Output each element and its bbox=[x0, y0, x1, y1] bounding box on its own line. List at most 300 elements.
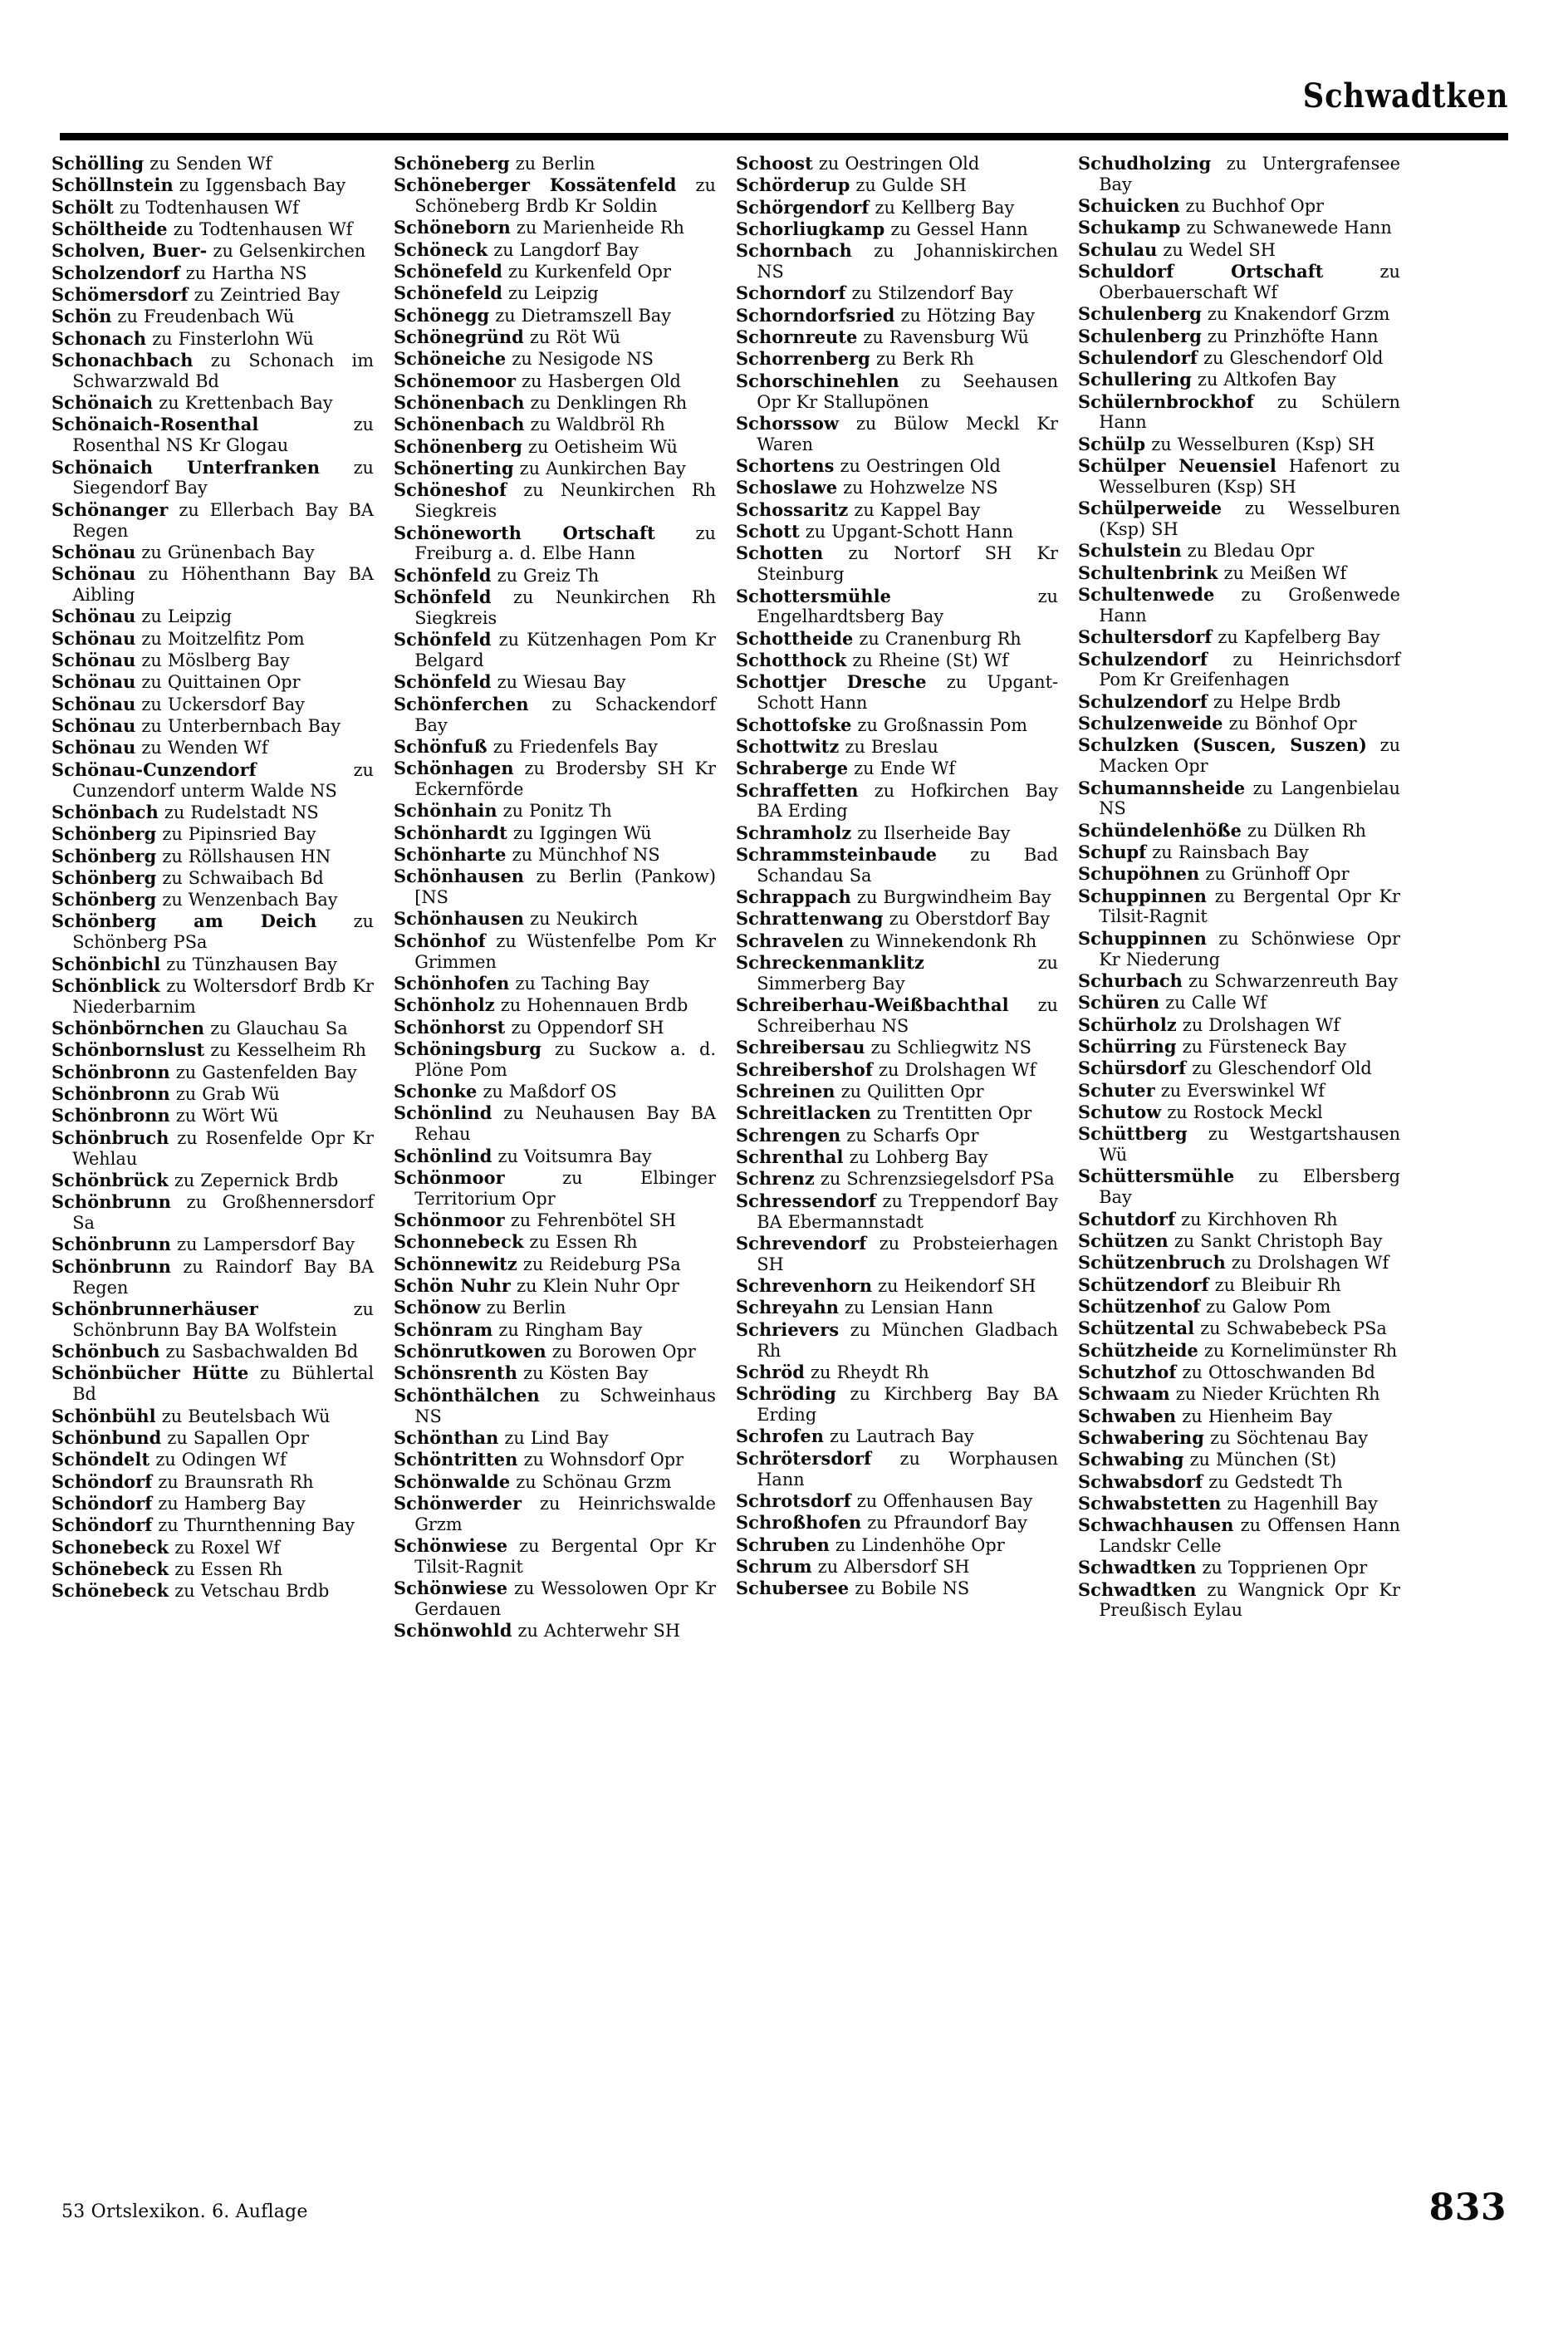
dictionary-entry bbox=[736, 1234, 1058, 1276]
dictionary-entry bbox=[736, 824, 1058, 845]
dictionary-entry bbox=[736, 1558, 1058, 1578]
entry-reference: zu Ravensburg Wü bbox=[857, 327, 1029, 349]
dictionary-entry bbox=[1078, 1385, 1400, 1406]
dictionary-entry bbox=[51, 1342, 374, 1363]
entry-reference: zu Schrenzsiegelsdorf PSa bbox=[814, 1169, 1055, 1190]
entry-headword: Schott bbox=[736, 522, 800, 543]
entry-reference: zu Essen Rh bbox=[169, 1558, 283, 1580]
dictionary-entry bbox=[736, 1321, 1058, 1362]
dictionary-entry bbox=[394, 350, 716, 371]
running-head-title: Schwadtken bbox=[1302, 76, 1508, 115]
entry-headword: Schorndorf bbox=[736, 283, 846, 305]
dictionary-entry bbox=[736, 307, 1058, 327]
entry-headword: Schönow bbox=[394, 1298, 481, 1319]
dictionary-entry bbox=[51, 1171, 374, 1192]
entry-reference: zu Odingen Wf bbox=[149, 1450, 287, 1471]
entry-reference: zu Wesselburen (Ksp) SH bbox=[1145, 434, 1375, 455]
entry-headword: Schönberg am Deich bbox=[51, 911, 317, 933]
entry-headword: Schupöhnen bbox=[1078, 864, 1200, 886]
dictionary-entry bbox=[394, 394, 716, 415]
dictionary-entry bbox=[736, 630, 1058, 650]
dictionary-entry bbox=[394, 155, 716, 175]
entry-reference: zu Neunkirchen Rh Siegkreis bbox=[414, 480, 716, 523]
entry-reference: zu Kirchhoven Rh bbox=[1175, 1209, 1338, 1230]
entry-reference: zu Dülken Rh bbox=[1242, 820, 1366, 842]
entry-headword: Schornbach bbox=[736, 241, 852, 263]
entry-reference: zu Engelhardtsberg Bay bbox=[757, 586, 1058, 628]
entry-reference: zu Glauchau Sa bbox=[204, 1018, 348, 1040]
entry-headword: Schumannsheide bbox=[1078, 778, 1246, 799]
entry-reference: zu Finsterlohn Wü bbox=[146, 328, 314, 350]
entry-headword: Schonachbach bbox=[51, 350, 194, 371]
entry-headword: Schön bbox=[51, 307, 112, 328]
dictionary-entry bbox=[736, 350, 1058, 371]
entry-reference: zu Schweinhaus NS bbox=[414, 1385, 716, 1427]
dictionary-entry bbox=[736, 1427, 1058, 1448]
entry-headword: Schrofen bbox=[736, 1426, 825, 1448]
entry-reference: zu Knakendorf Grzm bbox=[1201, 304, 1390, 326]
entry-headword: Schön Nuhr bbox=[394, 1276, 512, 1298]
entry-headword: Schorndorfsried bbox=[736, 305, 895, 326]
entry-headword: Schuter bbox=[1078, 1080, 1155, 1102]
entry-headword: Schreiberhau-Weißbachthal bbox=[736, 995, 1009, 1017]
entry-reference: zu Burgwindheim Bay bbox=[850, 887, 1051, 909]
entry-headword: Schönebeck bbox=[51, 1558, 169, 1580]
dictionary-entry bbox=[394, 1147, 716, 1168]
running-head bbox=[60, 76, 1508, 130]
entry-reference: zu Bühlertal Bd bbox=[72, 1363, 374, 1406]
entry-headword: Schukamp bbox=[1078, 218, 1181, 239]
entry-headword: Schottheide bbox=[736, 628, 854, 650]
entry-headword: Schönlind bbox=[394, 1103, 492, 1125]
dictionary-entry bbox=[736, 1192, 1058, 1234]
entry-headword: Schrötersdorf bbox=[736, 1448, 872, 1470]
entry-headword: Schottofske bbox=[736, 714, 852, 736]
dictionary-entry bbox=[736, 1536, 1058, 1557]
entry-headword: Schönbronn bbox=[51, 1084, 170, 1106]
entry-reference: zu Albersdorf SH bbox=[811, 1556, 970, 1578]
entry-headword: Schörderup bbox=[736, 175, 850, 197]
dictionary-entry bbox=[736, 544, 1058, 586]
dictionary-entry bbox=[51, 351, 374, 393]
entry-headword: Schönberg bbox=[51, 867, 157, 889]
dictionary-entry bbox=[394, 307, 716, 327]
entry-headword: Schöntritten bbox=[394, 1450, 518, 1471]
entry-reference: zu Breslau bbox=[839, 736, 938, 758]
entry-headword: Schönbornslust bbox=[51, 1040, 205, 1062]
entry-reference: zu Quittainen Opr bbox=[135, 672, 301, 694]
entry-headword: Schönhardt bbox=[394, 822, 507, 844]
dictionary-entry bbox=[51, 330, 374, 351]
entry-headword: Schrevenhorn bbox=[736, 1276, 873, 1298]
entry-headword: Schubersee bbox=[736, 1578, 850, 1600]
entry-reference: zu Bergental Opr Kr Tilsit-Ragnit bbox=[1099, 886, 1400, 928]
entry-reference: zu Oppendorf SH bbox=[505, 1017, 664, 1038]
entry-headword: Schönbrunn bbox=[51, 1234, 172, 1256]
entry-headword: Schuicken bbox=[1078, 196, 1180, 218]
dictionary-entry bbox=[394, 932, 716, 974]
entry-headword: Schudholzing bbox=[1078, 154, 1212, 174]
dictionary-entry bbox=[394, 481, 716, 523]
dictionary-entry bbox=[51, 717, 374, 738]
dictionary-entry bbox=[736, 220, 1058, 241]
entry-reference: zu Elbersberg Bay bbox=[1099, 1166, 1400, 1209]
entry-reference: zu Rosenfelde Opr Kr Wehlau bbox=[72, 1127, 374, 1170]
entry-reference: zu Westgartshausen Wü bbox=[1099, 1124, 1400, 1166]
dictionary-entry bbox=[394, 1429, 716, 1450]
dictionary-entry bbox=[51, 1085, 374, 1106]
dictionary-entry bbox=[1078, 218, 1400, 239]
entry-reference: zu Voitsumra Bay bbox=[492, 1146, 652, 1167]
entry-headword: Schönenberg bbox=[394, 436, 522, 458]
entry-headword: Schwabing bbox=[1078, 1450, 1184, 1471]
entry-reference: zu Lindenhöhe Opr bbox=[829, 1534, 1005, 1556]
entry-reference: zu Schönwiese Opr Kr Niederung bbox=[1099, 928, 1400, 970]
entry-headword: Schönfeld bbox=[394, 565, 492, 586]
dictionary-entry bbox=[51, 847, 374, 868]
dictionary-entry bbox=[51, 869, 374, 890]
entry-headword: Schöneberg bbox=[394, 154, 510, 174]
entry-reference: zu Essen Rh bbox=[523, 1232, 638, 1254]
entry-headword: Schönhorst bbox=[394, 1017, 506, 1038]
dictionary-entry bbox=[736, 1492, 1058, 1513]
entry-reference: zu Roxel Wf bbox=[169, 1537, 280, 1558]
dictionary-entry bbox=[1078, 1342, 1400, 1362]
dictionary-entry bbox=[51, 1063, 374, 1084]
dictionary-entry bbox=[51, 630, 374, 650]
dictionary-entry bbox=[51, 1429, 374, 1450]
entry-headword: Schöneiche bbox=[394, 349, 507, 371]
entry-reference: zu Bleibuir Rh bbox=[1208, 1274, 1341, 1296]
entry-reference: zu Gelsenkirchen bbox=[207, 241, 366, 263]
dictionary-entry bbox=[51, 1107, 374, 1127]
entry-reference: zu Sapallen Opr bbox=[161, 1427, 309, 1449]
entry-headword: Schönbronn bbox=[51, 1062, 170, 1083]
dictionary-entry bbox=[51, 155, 374, 175]
entry-reference: zu Schönberg PSa bbox=[72, 911, 374, 954]
entry-reference: zu Achterwehr SH bbox=[512, 1621, 681, 1642]
dictionary-entry bbox=[1078, 1450, 1400, 1471]
entry-reference: zu Wohnsdorf Opr bbox=[517, 1450, 684, 1471]
dictionary-entry bbox=[394, 867, 716, 909]
dictionary-entry bbox=[394, 1321, 716, 1342]
dictionary-entry bbox=[51, 415, 374, 457]
dictionary-entry bbox=[51, 1582, 374, 1602]
entry-reference: zu Calle Wf bbox=[1159, 993, 1267, 1014]
entry-headword: Schönanger bbox=[51, 499, 169, 521]
entry-reference: zu Friedenfels Bay bbox=[487, 736, 658, 758]
entry-reference: zu Drolshagen Wf bbox=[1176, 1014, 1340, 1036]
dictionary-entry bbox=[394, 738, 716, 758]
entry-headword: Schönbund bbox=[51, 1427, 162, 1449]
entry-reference: zu Borowen Opr bbox=[546, 1342, 696, 1363]
dictionary-entry bbox=[1078, 1038, 1400, 1058]
dictionary-entry bbox=[51, 673, 374, 694]
entry-reference: zu Maßdorf OS bbox=[477, 1082, 617, 1103]
entry-headword: Schulendorf bbox=[1078, 347, 1198, 369]
entry-headword: Schrievers bbox=[736, 1319, 840, 1341]
entry-headword: Schottjer Dresche bbox=[736, 672, 927, 694]
dictionary-entry bbox=[1078, 305, 1400, 326]
entry-reference: zu Leipzig bbox=[502, 283, 599, 305]
entry-headword: Schuppinnen bbox=[1078, 928, 1208, 950]
entry-headword: Schönau bbox=[51, 650, 136, 672]
entry-headword: Schönbuch bbox=[51, 1342, 160, 1363]
entry-reference: zu Kirchberg Bay BA Erding bbox=[757, 1384, 1058, 1426]
entry-reference: zu Sankt Christoph Bay bbox=[1168, 1230, 1383, 1252]
entry-headword: Schönau bbox=[51, 694, 136, 715]
dictionary-entry bbox=[51, 1019, 374, 1040]
entry-reference: zu Rheine (St) Wf bbox=[846, 650, 1008, 672]
dictionary-entry bbox=[394, 1450, 716, 1471]
dictionary-entry bbox=[394, 1537, 716, 1578]
dictionary-entry bbox=[394, 1233, 716, 1254]
entry-headword: Schönblick bbox=[51, 975, 160, 997]
entry-reference: zu Waldbröl Rh bbox=[524, 415, 665, 436]
column-1 bbox=[51, 155, 384, 1603]
dictionary-entry bbox=[1078, 1363, 1400, 1384]
entry-reference: zu Wenden Wf bbox=[135, 738, 268, 759]
dictionary-entry bbox=[736, 1277, 1058, 1298]
entry-reference: zu Bönhof Opr bbox=[1223, 714, 1357, 735]
column-container bbox=[51, 155, 1518, 2165]
dictionary-entry bbox=[736, 910, 1058, 930]
entry-headword: Schönau bbox=[51, 628, 136, 650]
dictionary-entry bbox=[1078, 1298, 1400, 1318]
entry-reference: zu Pipinsried Bay bbox=[156, 824, 316, 846]
entry-headword: Schornreute bbox=[736, 327, 858, 349]
entry-headword: Schöndorf bbox=[51, 1515, 153, 1537]
dictionary-entry bbox=[394, 1579, 716, 1621]
entry-reference: zu Gleschendorf Old bbox=[1197, 347, 1384, 369]
entry-headword: Schönaich Unterfranken bbox=[51, 457, 321, 479]
entry-headword: Schwachhausen bbox=[1078, 1515, 1234, 1537]
dictionary-entry bbox=[51, 1407, 374, 1428]
entry-headword: Schuppinnen bbox=[1078, 886, 1208, 907]
entry-headword: Schöllnstein bbox=[51, 175, 174, 197]
entry-reference: zu Todtenhausen Wf bbox=[167, 218, 353, 240]
entry-reference: zu Ottoschwanden Bd bbox=[1176, 1362, 1375, 1383]
entry-headword: Schölt bbox=[51, 197, 114, 218]
entry-reference: zu Söchtenau Bay bbox=[1203, 1427, 1369, 1449]
entry-headword: Schoost bbox=[736, 154, 813, 174]
entry-headword: Schrammsteinbaude bbox=[736, 845, 938, 866]
entry-reference: zu Lohberg Bay bbox=[843, 1147, 988, 1169]
entry-headword: Schönaich-Rosenthal bbox=[51, 415, 259, 436]
entry-reference: zu Großenwede Hann bbox=[1099, 585, 1400, 626]
dictionary-entry bbox=[394, 802, 716, 822]
entry-reference: zu Marienheide Rh bbox=[510, 218, 684, 239]
entry-reference: zu München Gladbach Rh bbox=[757, 1319, 1058, 1362]
entry-headword: Schützheide bbox=[1078, 1340, 1198, 1362]
entry-headword: Schönthälchen bbox=[394, 1385, 540, 1406]
entry-reference: zu Schönbrunn Bay BA Wolfstein bbox=[72, 1298, 374, 1341]
entry-headword: Schönenbach bbox=[394, 415, 525, 436]
entry-reference: zu Langenbielau NS bbox=[1099, 778, 1400, 820]
dictionary-entry bbox=[736, 738, 1058, 758]
entry-reference: zu Worphausen Hann bbox=[757, 1448, 1058, 1490]
dictionary-entry bbox=[736, 1385, 1058, 1426]
dictionary-entry bbox=[394, 567, 716, 587]
entry-reference: zu Cranenburg Rh bbox=[853, 628, 1022, 650]
dictionary-entry bbox=[51, 1258, 374, 1299]
dictionary-entry bbox=[1078, 887, 1400, 929]
dictionary-entry bbox=[51, 1450, 374, 1471]
dictionary-entry bbox=[394, 1169, 716, 1210]
dictionary-entry bbox=[394, 241, 716, 262]
dictionary-entry bbox=[394, 1494, 716, 1536]
entry-headword: Schupf bbox=[1078, 842, 1147, 863]
entry-headword: Schörgendorf bbox=[736, 197, 870, 218]
entry-headword: Schützental bbox=[1078, 1318, 1195, 1340]
dictionary-entry bbox=[736, 996, 1058, 1038]
entry-headword: Schöningsburg bbox=[394, 1038, 541, 1060]
dictionary-entry bbox=[51, 825, 374, 846]
dictionary-entry bbox=[736, 1579, 1058, 1600]
entry-headword: Schramholz bbox=[736, 822, 852, 844]
dictionary-entry bbox=[736, 888, 1058, 909]
entry-reference: zu Hohennauen Brdb bbox=[494, 995, 688, 1017]
entry-headword: Schöndelt bbox=[51, 1450, 150, 1471]
dictionary-entry bbox=[51, 1473, 374, 1494]
dictionary-entry bbox=[1078, 994, 1400, 1014]
entry-reference: zu Hamberg Bay bbox=[152, 1493, 306, 1514]
entry-headword: Schwaam bbox=[1078, 1384, 1170, 1406]
entry-headword: Schürring bbox=[1078, 1036, 1177, 1058]
entry-reference: zu Hötzing Bay bbox=[894, 305, 1036, 326]
entry-headword: Schönbrück bbox=[51, 1170, 169, 1191]
entry-reference: Hafenort zu Wesselburen (Ksp) SH bbox=[1099, 456, 1400, 498]
entry-headword: Schroßhofen bbox=[736, 1513, 862, 1534]
dictionary-entry bbox=[394, 284, 716, 305]
dictionary-entry bbox=[51, 1494, 374, 1515]
entry-headword: Schonach bbox=[51, 328, 147, 350]
dictionary-entry bbox=[1078, 930, 1400, 971]
entry-headword: Schönfeld bbox=[394, 587, 492, 609]
entry-reference: zu Neunkirchen Rh Siegkreis bbox=[414, 587, 716, 629]
entry-reference: zu Kösten Bay bbox=[517, 1363, 649, 1385]
dictionary-entry bbox=[51, 695, 374, 716]
entry-headword: Schönwalde bbox=[394, 1471, 511, 1493]
entry-headword: Schönbörnchen bbox=[51, 1018, 205, 1040]
entry-reference: zu Oetisheim Wü bbox=[522, 436, 678, 458]
entry-headword: Schüttberg bbox=[1078, 1124, 1188, 1146]
entry-headword: Schotten bbox=[736, 543, 824, 565]
dictionary-entry bbox=[1078, 972, 1400, 993]
entry-reference: zu Uckersdorf Bay bbox=[135, 694, 305, 715]
entry-reference: zu Schülern Hann bbox=[1099, 391, 1400, 434]
entry-reference: zu Lautrach Bay bbox=[824, 1426, 974, 1448]
entry-headword: Schützen bbox=[1078, 1230, 1169, 1252]
entry-headword: Schönbrunnerhäuser bbox=[51, 1298, 258, 1320]
dictionary-entry bbox=[1078, 843, 1400, 864]
dictionary-entry bbox=[51, 307, 374, 328]
entry-reference: zu Suckow a. d. Plöne Pom bbox=[414, 1038, 716, 1081]
entry-headword: Schöneshof bbox=[394, 480, 507, 502]
entry-headword: Schreibershof bbox=[736, 1059, 873, 1081]
entry-reference: zu Bledau Opr bbox=[1181, 541, 1315, 562]
dictionary-entry bbox=[736, 372, 1058, 414]
entry-reference: zu Wesselburen (Ksp) SH bbox=[1099, 498, 1400, 541]
entry-reference: zu Vetschau Brdb bbox=[169, 1581, 330, 1602]
entry-reference: zu Hasbergen Old bbox=[516, 371, 681, 392]
entry-reference: zu Prinzhöfte Hann bbox=[1201, 326, 1379, 347]
entry-headword: Schönwerder bbox=[394, 1493, 522, 1514]
entry-reference: zu Hofkirchen Bay BA Erding bbox=[757, 780, 1058, 822]
entry-reference: zu München (St) bbox=[1183, 1450, 1337, 1471]
entry-headword: Schraffetten bbox=[736, 780, 859, 802]
entry-reference: zu Lampersdorf Bay bbox=[171, 1234, 355, 1256]
entry-reference: zu Wüstenfelbe Pom Kr Grimmen bbox=[414, 930, 716, 973]
entry-reference: zu Drolshagen Wf bbox=[1225, 1253, 1389, 1274]
dictionary-entry bbox=[736, 1298, 1058, 1319]
dictionary-entry bbox=[1078, 197, 1400, 218]
entry-reference: zu Grünenbach Bay bbox=[135, 542, 315, 563]
entry-reference: zu Berlin bbox=[480, 1298, 566, 1319]
dictionary-entry bbox=[1078, 263, 1400, 304]
entry-reference: zu Rosenthal NS Kr Glogau bbox=[72, 415, 374, 457]
entry-reference: zu Pfraundorf Bay bbox=[861, 1513, 1027, 1534]
dictionary-entry bbox=[1078, 241, 1400, 262]
dictionary-entry bbox=[736, 176, 1058, 197]
entry-headword: Schönwiese bbox=[394, 1536, 508, 1557]
entry-headword: Scholven, Buer- bbox=[51, 241, 208, 263]
dictionary-entry bbox=[394, 1342, 716, 1363]
dictionary-entry bbox=[736, 1148, 1058, 1169]
entry-reference: zu Everswinkel Wf bbox=[1154, 1080, 1325, 1102]
entry-headword: Schülernbrockhof bbox=[1078, 391, 1254, 413]
dictionary-entry bbox=[736, 199, 1058, 219]
entry-reference: zu Unterbernbach Bay bbox=[135, 716, 341, 738]
dictionary-entry bbox=[394, 1622, 716, 1642]
page-number: 833 bbox=[1428, 2186, 1507, 2229]
dictionary-entry bbox=[1078, 155, 1400, 196]
entry-reference: zu Lind Bay bbox=[498, 1427, 609, 1449]
entry-reference: zu Kappel Bay bbox=[848, 499, 981, 521]
entry-headword: Schwabstetten bbox=[1078, 1493, 1222, 1514]
dictionary-entry bbox=[1078, 628, 1400, 649]
dictionary-entry bbox=[394, 1277, 716, 1298]
entry-headword: Schröd bbox=[736, 1362, 805, 1383]
dictionary-entry bbox=[394, 1211, 716, 1232]
entry-reference: zu Cunzendorf unterm Walde NS bbox=[72, 759, 374, 802]
dictionary-entry bbox=[394, 673, 716, 694]
entry-headword: Schützenbruch bbox=[1078, 1253, 1226, 1274]
dictionary-entry bbox=[736, 1363, 1058, 1384]
entry-reference: zu Elbinger Territorium Opr bbox=[414, 1167, 716, 1210]
dictionary-entry bbox=[51, 803, 374, 824]
dictionary-entry bbox=[394, 1473, 716, 1494]
entry-reference: zu Galow Pom bbox=[1200, 1296, 1331, 1318]
entry-headword: Schönfuß bbox=[394, 736, 488, 758]
dictionary-entry bbox=[1078, 1016, 1400, 1037]
entry-headword: Schöneworth Ortschaft bbox=[394, 523, 655, 544]
dictionary-entry bbox=[1078, 1103, 1400, 1124]
dictionary-entry bbox=[51, 242, 374, 263]
entry-headword: Schönau bbox=[51, 716, 136, 738]
entry-headword: Schönbrunn bbox=[51, 1256, 172, 1278]
entry-reference: zu Nesigode NS bbox=[506, 349, 654, 371]
entry-reference: zu Todtenhausen Wf bbox=[113, 197, 299, 218]
entry-reference: zu Treppendorf Bay BA Ebermannstadt bbox=[757, 1190, 1058, 1233]
dictionary-entry bbox=[736, 1514, 1058, 1534]
dictionary-entry bbox=[394, 996, 716, 1017]
entry-reference: zu Wessolowen Opr Kr Gerdauen bbox=[414, 1578, 716, 1620]
entry-headword: Schossaritz bbox=[736, 499, 849, 521]
entry-reference: zu Braunsrath Rh bbox=[152, 1471, 314, 1493]
entry-reference: zu Nieder Krüchten Rh bbox=[1169, 1384, 1380, 1406]
entry-reference: zu Zeintried Bay bbox=[188, 284, 341, 306]
